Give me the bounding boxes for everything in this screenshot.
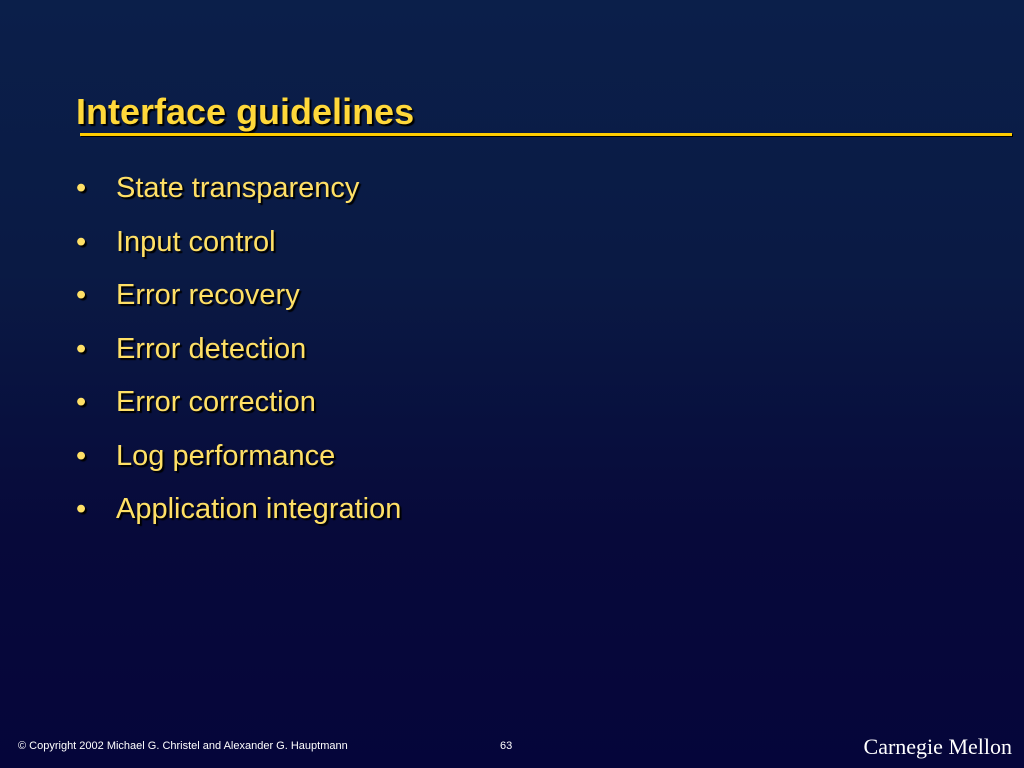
bullet-icon: • xyxy=(76,439,87,472)
bullet-item xyxy=(70,226,401,280)
carnegie-mellon-logo: Carnegie Mellon xyxy=(863,734,1012,759)
bullet-icon: • xyxy=(76,225,87,258)
bullet-item xyxy=(70,493,401,547)
footer-copyright: © Copyright 2002 Michael G. Christel and Alexander G. Hauptmann xyxy=(18,740,348,752)
bullet-text: Error recovery xyxy=(116,279,300,311)
bullet-icon: • xyxy=(76,332,87,365)
bullet-item xyxy=(70,440,401,494)
bullet-text: Error correction xyxy=(116,386,316,418)
slide-title: Interface guidelines xyxy=(76,91,415,132)
title-underline xyxy=(80,133,1012,136)
bullet-text: Error detection xyxy=(116,332,307,365)
bullet-text: Application integration xyxy=(116,493,402,525)
bullet-icon: • xyxy=(76,493,87,525)
page-number: 63 xyxy=(500,740,513,752)
bullet-item xyxy=(70,172,401,226)
bullet-text: Input control xyxy=(116,225,276,258)
bullet-text: State transparency xyxy=(116,172,360,204)
bullet-item xyxy=(70,333,401,387)
bullet-item xyxy=(70,386,401,440)
bullet-icon: • xyxy=(76,279,87,311)
bullet-icon: • xyxy=(76,172,87,204)
bullet-icon: • xyxy=(76,386,87,418)
bullet-text: Log performance xyxy=(116,439,336,472)
bullet-list xyxy=(70,172,401,547)
bullet-item xyxy=(70,279,401,333)
